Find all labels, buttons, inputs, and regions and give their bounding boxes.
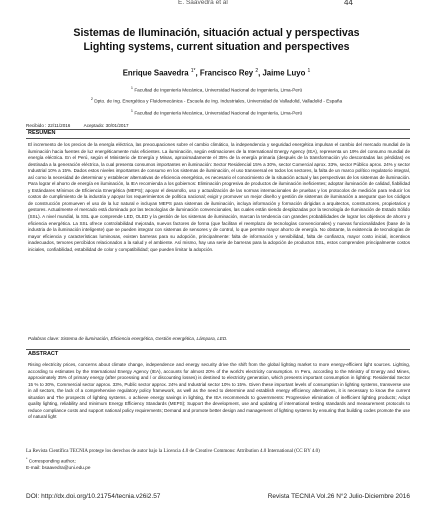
affiliation-text: Facultad de Ingeniería Mecánica, Universidad Nacional de Ingeniería, Lima-Perú [134,87,303,93]
divider [26,138,410,139]
email-line[interactable]: E-mail: bsaavedra@uni.edu.pe [26,464,91,470]
author-mark: 2 [255,68,259,74]
affiliation [0,97,433,104]
running-head [0,0,433,8]
divider [26,129,410,130]
article-dates [26,123,129,128]
keywords: Palabras clave: Sistema de iluminación, Eficiencia energética, Gestión energética, Lámpara, LED. [28,336,228,341]
resumen-heading: RESUMEN [28,130,56,136]
resumen-body: El incremento de los precios de la energía eléctrica, las preocupaciones sobre el cambio climático, la independencia y seguridad energética impulsan el cambio del mercado mundial de la iluminación hacia fuentes de luz energéticamente más eficientes. La iluminación, según estimaciones de la International Energy Agency (IEA), representa un 19% del consumo mundial de energía eléctrica. En el Perú, según el Ministerio de Energía y Minas, aproximadamente el 35% de la energía primaria (después de la transformación y/o descontadas las pérdidas) es destinada a la generación eléctrica, la cual presenta consumos importantes en iluminación: Sector Residencial 15% a 30%, sector Comercial aprox. 33%, sector Público aprox. 24% y sector Industrial 10% a 15%. Dados estos niveles importantes de consumo en los sistemas de iluminación, el uso transversal en todos los sectores, la falta de un marco político regulatorio integral, así como la necesidad de determinar y establecer alternativas de eficiencia energética, es necesario el conocimiento de la situación actual y las perspectivas de los sistemas de iluminación. Para lograr el ahorro de energía en iluminación, la IEA recomienda a los gobiernos: Eliminación progresiva de productos de iluminación ineficientes; adoptar iluminación de calidad, fiabilidad y Estándares Mínimos de Eficiencia Energética (MEPS); apoyar el desarrollo, uso y actualización de las normas internacionales de pruebas y los protocolos de medición para reducir los costos de cumplimiento de la industria y apoyar los requerimientos de política nacional; exigir y promover un mejor diseño y gestión de sistemas de iluminación a asegurar que los códigos de construcción promueven el uso de la luz natural e incluyan MEPS para sistemas de iluminación, incluya información y formación dirigidas a arquitectos, constructores, propietarios y gestores. Actualmente el mercado está dominado por las tecnologías de iluminación convencionales, las cuales están siendo desplazadas por la tecnología de Iluminación de Estado Sólido (SSL). A nivel mundial, la SSL que comprende LED, OLED y la gestión de los sistemas de iluminación, marcan la tendencia con grandes probabilidades de lograr los objetivos de ahorro y eficiencia energética. La SSL ofrece controlabilidad mejorada, nuevos factores de forma (que facilitan el reemplazo de tecnologías convencionales) y nuevas funcionalidades (base de la industria de la iluminación inteligente) que se pueden integrar con sistemas de sensores y de control, lo que permite mayor ahorro de energía. No obstante, la existencia de tecnologías de mayor eficiencia y características luminosas, existen barreras para su adopción, principalmente: falta de información y sensibilidad, falta de confianza, mayor costo inicial, incentivos inadecuados, temores percibidos relacionados a la salud y el ambiente. Así mismo, hay una serie de barreras para la adopción de productos SSL, estos comprenden principalmente costos iniciales, confiabilidad, estabilidad de color y compatibilidad; que pueden limitar la adopción. [28,142,410,252]
divider [26,349,410,350]
author-mark: 1 [307,68,311,74]
journal-info: Revista TECNIA Vol.26 N°2 Julio-Diciembre 2016 [267,493,410,500]
author-name: Francisco Rey [199,68,254,78]
affiliation-mark: 2 [90,97,93,101]
page-number: 44 [344,0,353,7]
abstract-body: Rising electricity prices, concerns about climate change, independence and energy security drive the shift from the global lighting market to more energy-efficient light sources. Lighting, according to estimates by the International Energy Agency (IEA), accounts for almost 20% of the world's electricity consumption. In Peru, according to the Ministry of Energy and Mines, approximately 35% of primary energy (after processing and / or discounting losses) is destined to electricity generation, which presents important consumption in lighting: Residential Sector 15 % to 30%, Commercial sector approx. 33%, Public sector approx. 24% and Industrial sector 10% to 15%. Given these important levels of consumption in lighting systems, transverse use in all sectors, the lack of a comprehensive regulatory policy framework, as well as the need to determine and establish energy efficiency alternatives, it is necessary to know the current situation and The prospects of lighting systems. o achieve energy savings in lighting, the IEA recommends to governments: Progressive elimination of inefficient lighting products; Adopt quality lighting, reliability and minimum Energy Efficiency Standards (MEPS); Support the development, use and updating of international testing standards and measurement protocols to reduce compliance costs and support national policy requirements; Demand and promote better design and management of lighting systems by ensuring that building codes promote the use of natural light [28,362,410,420]
author-mark: 1* [190,68,196,74]
title-spanish: Sistemas de Iluminación, situación actual y perspectivas [73,27,360,39]
accepted-date: Aceptado: 30/01/2017 [83,123,129,128]
correspondence-label: Corresponding author.: [28,458,77,464]
abstract-heading: ABSTRACT [28,351,59,357]
title-english: Lighting systems, current situation and perspectives [83,41,350,53]
affiliation-text: Facultad de Ingeniería Mecánica, Universidad Nacional de Ingeniería, Lima-Perú [134,110,303,116]
license-note: La Revista Científica TECNIA protege los derechos de autor bajo la Licencia 4.0 de Creative Commons: Attribution 4.0 International (CC BY 4.0) [26,449,320,454]
correspondence-note [26,456,410,465]
author-name: Jaime Luyo [262,68,306,78]
footnote [26,449,410,471]
affiliation [0,86,433,93]
running-head-author: E. Saavedra et al [178,0,228,6]
received-date: Recibido : 22/11/2016 [26,123,71,128]
author-list [0,68,433,78]
author-separator: , [258,68,263,78]
doi-link[interactable]: DOI: http://dx.doi.org/10.21754/tecnia.v26i2.57 [26,493,161,500]
affiliation [0,109,433,116]
affiliation-mark: 1 [130,109,133,113]
affiliation-text: Dpto. de Ing. Energética y Fluidomecánica - Escuela de Ing. Industriales, Universidad de Valladolid, Valladolid - España [94,98,343,104]
affiliation-mark: 1 [130,86,133,90]
author-name: Enrique Saavedra [122,68,189,78]
author-separator: , [195,68,200,78]
footnote-mark: * [26,456,28,461]
